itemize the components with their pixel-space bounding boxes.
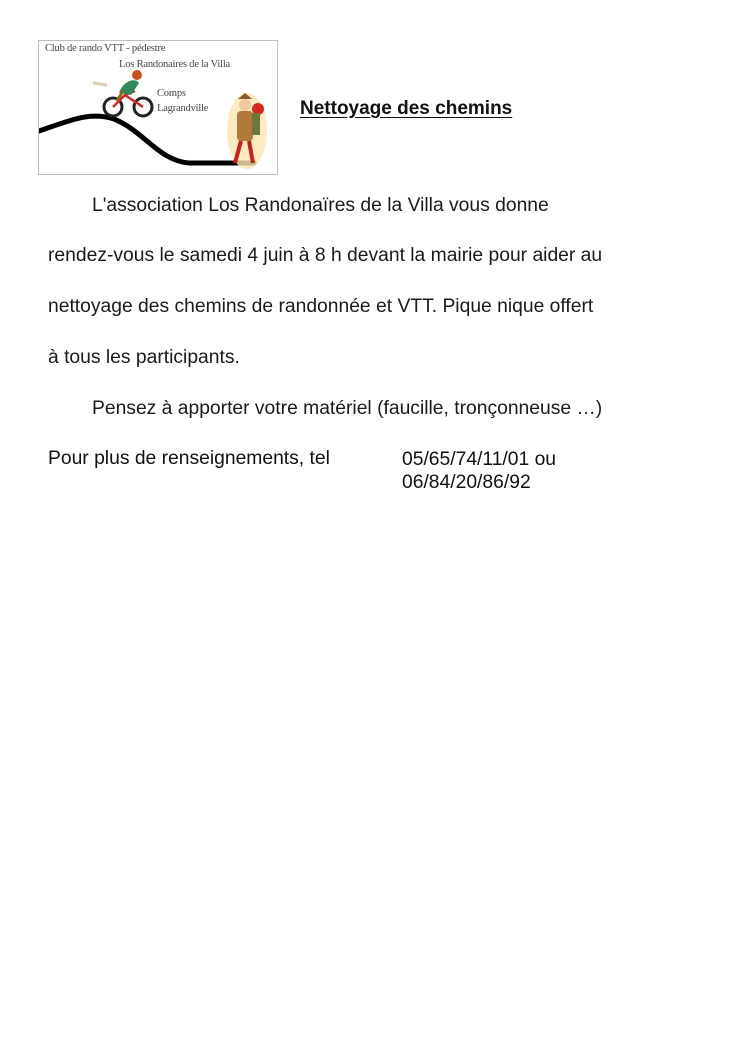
paragraph1-line4: à tous les participants. — [48, 347, 240, 368]
hiker-icon — [227, 93, 267, 169]
phone-number-2: 06/84/20/86/92 — [402, 472, 531, 493]
cyclist-icon — [93, 70, 152, 116]
logo-text-club: Club de rando VTT - pédestre — [45, 43, 166, 54]
page-title: Nettoyage des chemins — [300, 98, 513, 119]
club-logo — [38, 40, 278, 175]
logo-text-association: Los Randonaires de la Villa — [119, 59, 230, 70]
phone-number-1: 05/65/74/11/01 ou — [402, 449, 557, 470]
paragraph2: Pensez à apporter votre matériel (faucille, tronçonneuse …) — [92, 398, 603, 419]
logo-text-town2: Lagrandville — [157, 103, 209, 114]
paragraph1-line1: L'association Los Randonaïres de la Villa vous donne — [92, 195, 549, 216]
paragraph1-line3: nettoyage des chemins de randonnée et VTT. Pique nique offert — [48, 296, 594, 317]
paragraph1-line2: rendez-vous le samedi 4 juin à 8 h devant la mairie pour aider au — [48, 245, 603, 266]
contact-phones — [402, 448, 556, 494]
contact-label: Pour plus de renseignements, tel — [48, 448, 330, 469]
logo-text-town1: Comps — [157, 88, 186, 99]
